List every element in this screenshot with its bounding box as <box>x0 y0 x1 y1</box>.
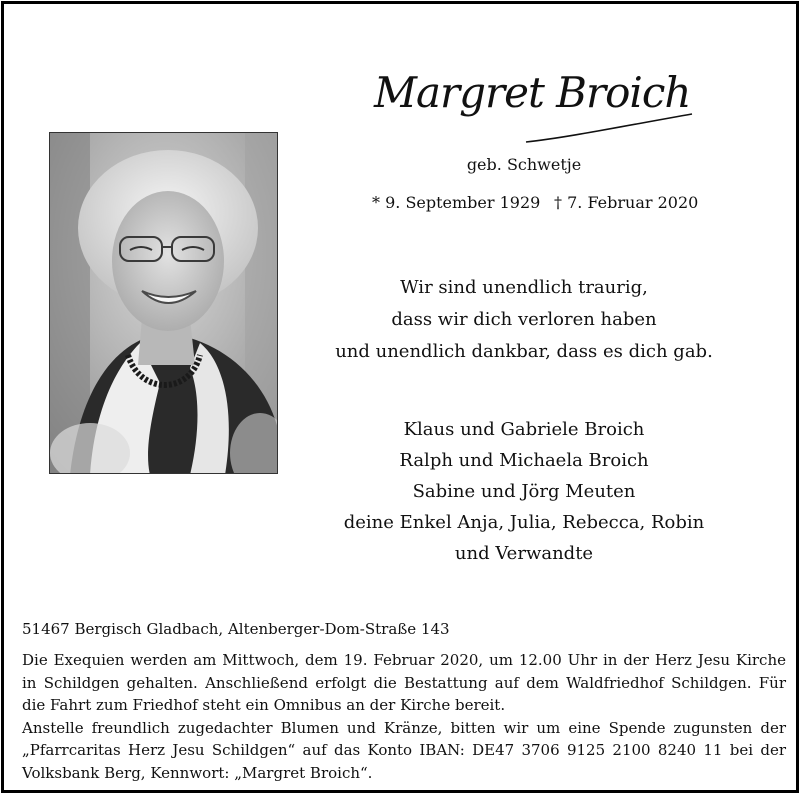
maiden-name: geb. Schwetje <box>466 155 582 174</box>
deceased-name-signature: Margret Broich <box>374 68 691 117</box>
verse-line: dass wir dich verloren haben <box>391 309 657 330</box>
life-dates <box>364 192 699 214</box>
mourner-entry: Ralph und Michaela Broich <box>399 450 649 471</box>
memorial-verse <box>324 272 724 368</box>
mourner-entry: Klaus und Gabriele Broich <box>403 419 645 440</box>
portrait-illustration <box>50 133 278 474</box>
obituary-frame <box>1 1 799 793</box>
death-date: † 7. Februar 2020 <box>554 193 699 212</box>
notice-paragraph: Die Exequien werden am Mittwoch, dem 19. Februar 2020, um 12.00 Uhr in der Herz Jesu Kirche in Schildgen gehalten. Anschließend erfolgt die Bestattung auf dem Waldfriedhof Schildgen. Für die Fahrt zum Friedhof steht ein Omnibus an der Kirche bereit. <box>22 651 786 715</box>
mourner-entry: deine Enkel Anja, Julia, Rebecca, Robin <box>343 512 705 533</box>
portrait-photo <box>49 132 278 474</box>
family-address: 51467 Bergisch Gladbach, Altenberger-Dom-Straße 143 <box>22 620 450 638</box>
notice-paragraph: Anstelle freundlich zugedachter Blumen und Kränze, bitten wir um eine Spende zugunsten der „Pfarrcaritas Herz Jesu Schildgen“ auf das Konto IBAN: DE47 3706 9125 2100 8240 11 bei der Volksbank Berg, Kennwort: „Margret Broich“. <box>22 718 786 782</box>
verse-line: Wir sind unendlich traurig, <box>400 277 648 298</box>
funeral-notice <box>22 649 786 785</box>
birth-date: * 9. September 1929 <box>372 193 541 212</box>
signature-flourish <box>524 112 694 146</box>
mourner-entry: Sabine und Jörg Meuten <box>412 481 636 502</box>
mourner-entry: und Verwandte <box>454 543 594 564</box>
verse-line: und unendlich dankbar, dass es dich gab. <box>335 341 713 362</box>
mourners-list <box>324 414 724 569</box>
